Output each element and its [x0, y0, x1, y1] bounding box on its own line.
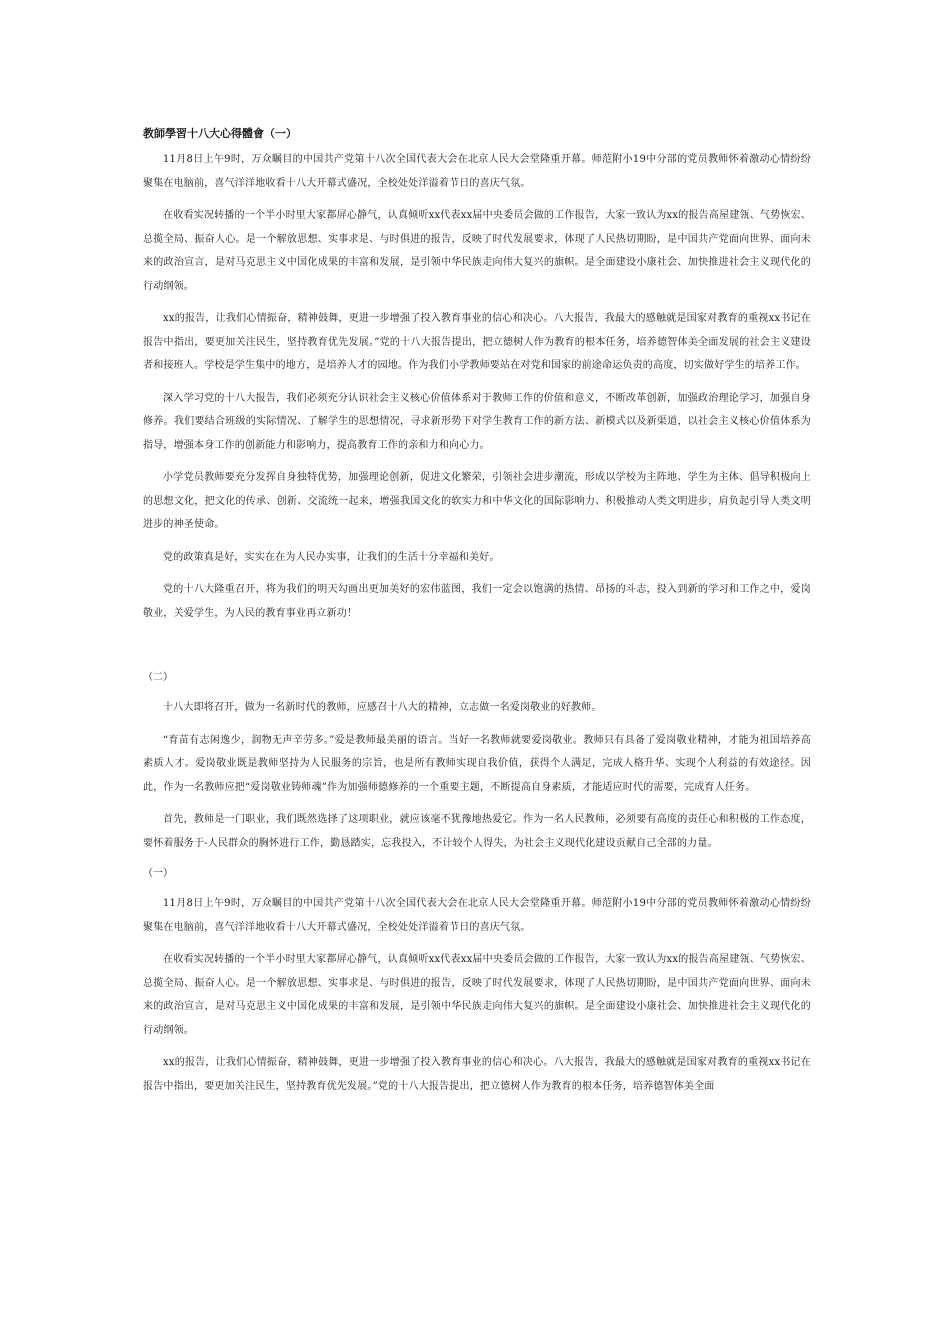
- document-title: 教師學習十八大心得體會（一）: [143, 127, 297, 140]
- paragraph: 十八大即将召开，做为一名新时代的教师，应感召十八大的精神，立志做一名爱岗敬业的好教师。: [163, 702, 602, 713]
- paragraph: 党的十八大隆重召开，将为我们的明天勾画出更加美好的宏伟蓝图，我们一定会以饱满的热情、昂扬的斗志，投入到新的学习和工作之中，爱岗敬业，关爱学生，为人民的教育事业再立新功！: [143, 584, 811, 619]
- part-three: [143, 864, 811, 1098]
- section-gap: [143, 634, 811, 668]
- part-two: [143, 668, 811, 855]
- paragraph: xx的报告，让我们心情振奋，精神鼓舞，更进一步增强了投入教育事业的信心和决心。八大报告，我最大的感触就是国家对教育的重视xx书记在报告中指出，要更加关注民生，坚持教育优先发展。”党的十八大报告提出，把立德树人作为教育的根本任务，培养德智体美全面: [143, 1057, 811, 1092]
- paragraph: 11月8日上午9时，万众瞩目的中国共产党第十八次全国代表大会在北京人民大会堂隆重开幕。师范附小19中分部的党员教师怀着激动心情纷纷聚集在电脑前，喜气洋洋地收看十八大开幕式盛况，全校处处洋溢着节日的喜庆气氛。: [143, 154, 811, 189]
- section-marker: （二）: [143, 672, 173, 683]
- paragraph: xx的报告，让我们心情振奋，精神鼓舞，更进一步增强了投入教育事业的信心和决心。八大报告，我最大的感触就是国家对教育的重视xx书记在报告中指出，要更加关注民生，坚持教育优先发展。”党的十八大报告提出，把立德树人作为教育的根本任务，培养德智体美全面发展的社会主义建设者和接班人。学校是学生集中的地方，是培养人才的园地。作为我们小学教师要站在对党和国家的前途命运负责的高度，切实做好学生的培养工作。: [143, 313, 811, 371]
- document-body: [143, 126, 811, 1107]
- paragraph: 在收看实况转播的一个半小时里大家都屏心静气，认真倾听xx代表xx届中央委员会做的工作报告，大家一致认为xx的报告高屋建瓴、气势恢宏、总揽全局、振奋人心。是一个解放思想、实事求是、与时俱进的报告，反映了时代发展要求，体现了人民热切期盼，是中国共产党面向世界、面向未来的政治宣言，是对马克思主义中国化成果的丰富和发展，是引领中华民族走向伟大复兴的旗帜。是全面建设小康社会、加快推进社会主义现代化的行动纲领。: [143, 954, 811, 1036]
- paragraph: 深入学习党的十八大报告，我们必须充分认识社会主义核心价值体系对于教师工作的价值和意义，不断改革创新，加强政治理论学习，加强自身修养。我们要结合班级的实际情况、了解学生的思想情况，寻求新形势下对学生教育工作的新方法、新模式以及新渠道，以社会主义核心价值体系为指导，增强本身工作的创新能力和影响力，提高教育工作的亲和力和向心力。: [143, 392, 811, 451]
- paragraph: 11月8日上午9时，万众瞩目的中国共产党第十八次全国代表大会在北京人民大会堂隆重开幕。师范附小19中分部的党员教师怀着激动心情纷纷聚集在电脑前，喜气洋洋地收看十八大开幕式盛况，全校处处洋溢着节日的喜庆气氛。: [143, 898, 811, 933]
- paragraph: “育苗有志闲逸少，润物无声辛劳多。”爱是教师最美丽的语言。当好一名教师就要爱岗敬业。教师只有具备了爱岗敬业精神，才能为祖国培养高素质人才。爱岗敬业既是教师坚持为人民服务的宗旨，也是所有教师实现自我价值，获得个人满足，完成人格升华、实现个人利益的有效途径。因此，作为一名教师应把“爱岗敬业铸师魂”作为加强师德修养的一个重要主题，不断提高自身素质，才能适应时代的需要，完成育人任务。: [143, 734, 811, 793]
- paragraph: 党的政策真是好，实实在在为人民办实事，让我们的生活十分幸福和美好。: [163, 551, 500, 563]
- part-one: [143, 148, 811, 625]
- paragraph: 首先，教师是一门职业，我们既然选择了这项职业，就应该毫不犹豫地热爱它。作为一名人民教师，必须要有高度的责任心和积极的工作态度，要怀着服务于-人民群众的胸怀进行工作，勤恳踏实，忘我投入，不计较个人得失，为社会主义现代化建设贡献自己全部的力量。: [143, 814, 811, 849]
- paragraph: 在收看实况转播的一个半小时里大家都屏心静气，认真倾听xx代表xx届中央委员会做的工作报告，大家一致认为xx的报告高屋建瓴、气势恢宏、总揽全局、振奋人心。是一个解放思想、实事求是、与时俱进的报告，反映了时代发展要求，体现了人民热切期盼，是中国共产党面向世界、面向未来的政治宣言，是对马克思主义中国化成果的丰富和发展，是引领中华民族走向伟大复兴的旗帜。是全面建设小康社会、加快推进社会主义现代化的行动纲领。: [143, 210, 811, 292]
- section-marker: （一）: [143, 868, 173, 879]
- paragraph: 小学党员教师要充分发挥自身独特优势，加强理论创新，促进文化繁荣，引领社会进步潮流，形成以学校为主阵地、学生为主体、倡导积极向上的思想文化，把文化的传承、创新、交流统一起来，增强我国文化的软实力和中华文化的国际影响力、积极推动人类文明进步，肩负起引导人类文明进步的神圣使命。: [143, 472, 811, 530]
